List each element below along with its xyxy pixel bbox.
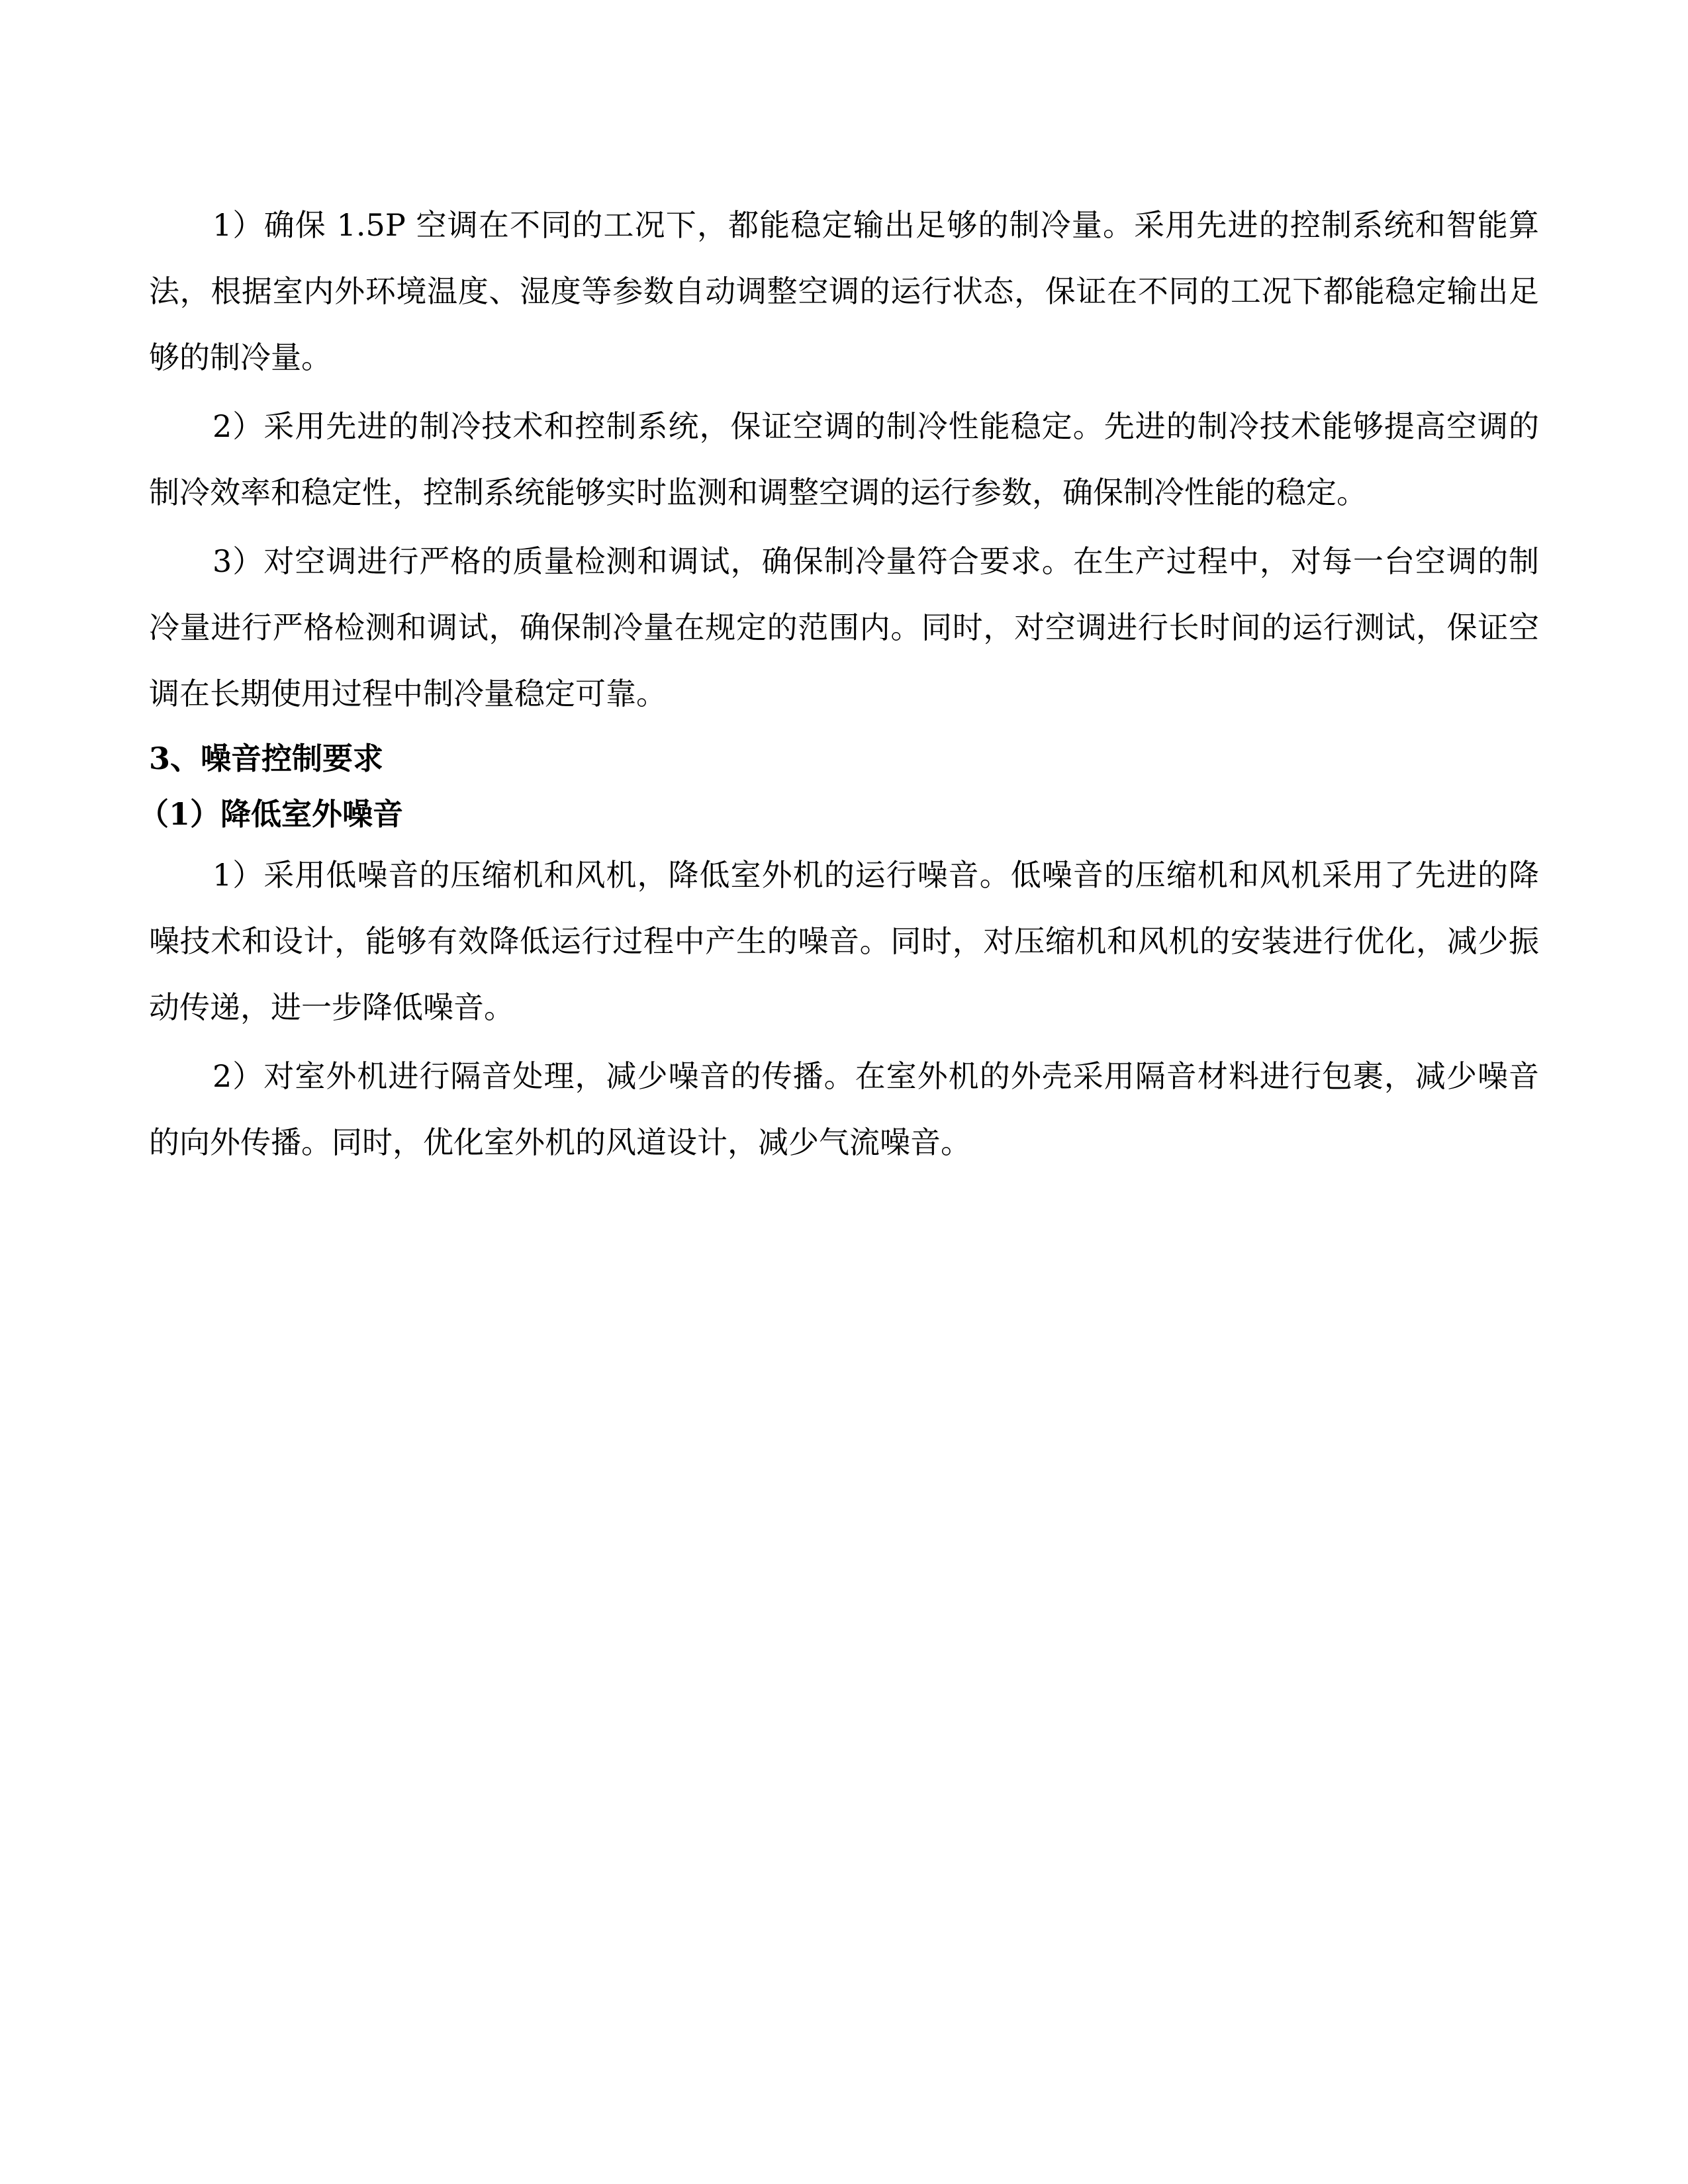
paragraph-noise-2: 2）对室外机进行隔音处理，减少噪音的传播。在室外机的外壳采用隔音材料进行包裹，减少噪音的向外传播。同时，优化室外机的风道设计，减少气流噪音。 xyxy=(149,1058,1539,1160)
paragraph-cooling-2: 2）采用先进的制冷技术和控制系统，保证空调的制冷性能稳定。先进的制冷技术能够提高空调的制冷效率和稳定性，控制系统能够实时监测和调整空调的运行参数，确保制冷性能的稳定。 xyxy=(149,408,1539,510)
subheading-reduce-outdoor-noise: （1）降低室外噪音 xyxy=(138,796,404,832)
document-page xyxy=(138,192,1539,1178)
paragraph-noise-1: 1）采用低噪音的压缩机和风机，降低室外机的运行噪音。低噪音的压缩机和风机采用了先进的降噪技术和设计，能够有效降低运行过程中产生的噪音。同时，对压缩机和风机的安装进行优化，减少振动传递，进一步降低噪音。 xyxy=(149,857,1539,1025)
paragraph-cooling-3: 3）对空调进行严格的质量检测和调试，确保制冷量符合要求。在生产过程中，对每一台空调的制冷量进行严格检测和调试，确保制冷量在规定的范围内。同时，对空调进行长时间的运行测试，保证空调在长期使用过程中制冷量稳定可靠。 xyxy=(149,543,1539,711)
paragraph-cooling-1: 1）确保 1.5P 空调在不同的工况下，都能稳定输出足够的制冷量。采用先进的控制系统和智能算法，根据室内外环境温度、湿度等参数自动调整空调的运行状态，保证在不同的工况下都能稳定输出足够的制冷量。 xyxy=(149,207,1539,375)
section-heading-noise-control: 3、噪音控制要求 xyxy=(149,741,384,776)
